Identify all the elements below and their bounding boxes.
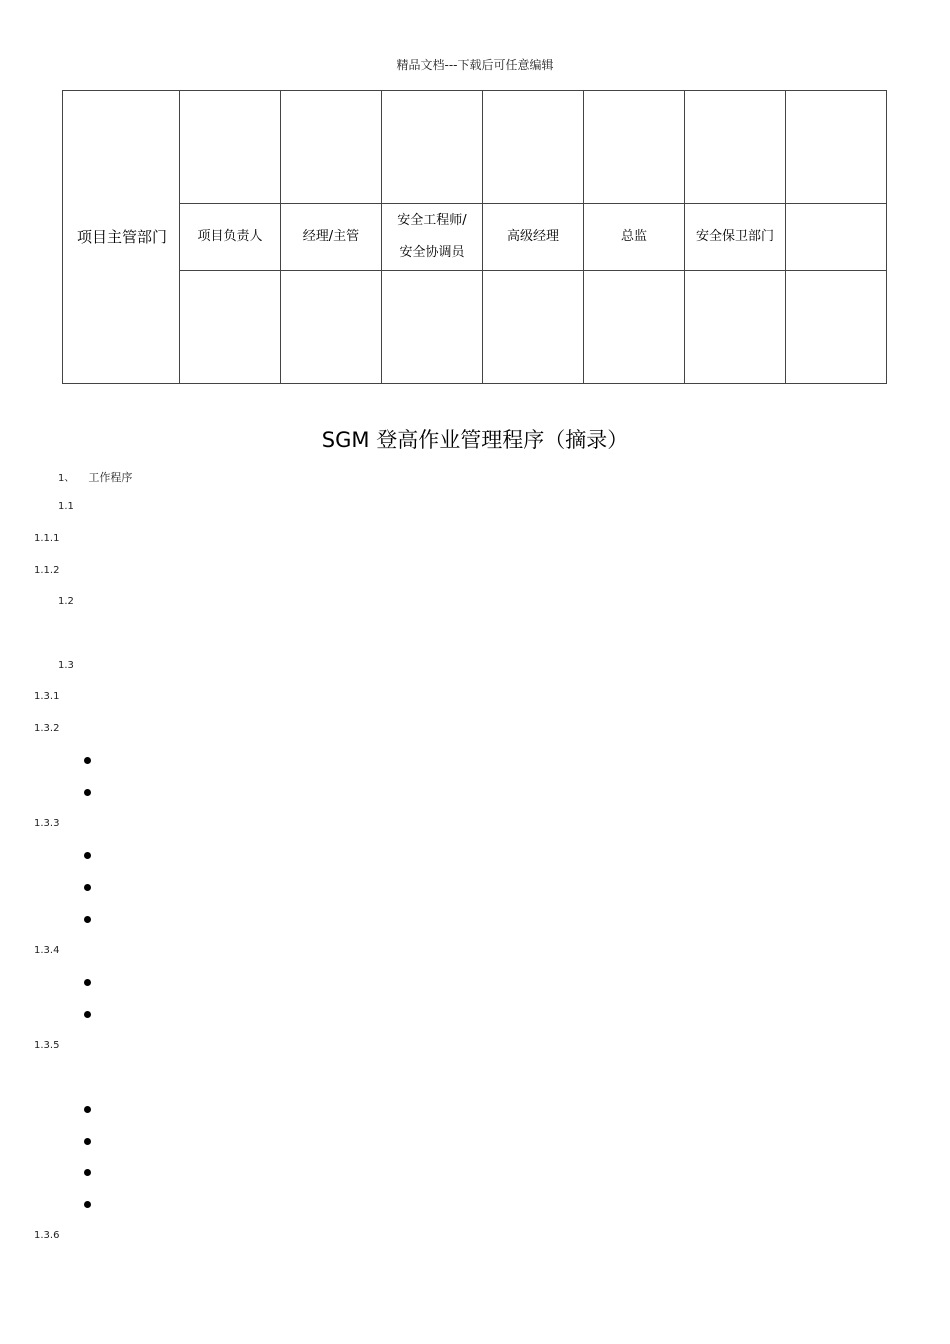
table-cell (685, 91, 786, 204)
bullet-icon (84, 1011, 91, 1018)
clause-number: 1.1.2 (34, 565, 60, 576)
table-cell (180, 91, 281, 204)
clause-number: 1.1.1 (34, 533, 60, 544)
clause-number: 1.3.1 (34, 691, 60, 702)
section-heading (58, 469, 132, 485)
bullet-icon (84, 979, 91, 986)
table-cell (685, 271, 786, 384)
role-cell (786, 204, 887, 271)
table-cell (786, 91, 887, 204)
approval-table (62, 90, 887, 384)
table-row (63, 91, 887, 204)
table-row (63, 204, 887, 271)
table-row (63, 271, 887, 384)
clause-number: 1.3 (58, 660, 74, 671)
role-line: 安全工程师/ (397, 213, 467, 228)
role-cell: 高级经理 (483, 204, 584, 271)
table-cell (281, 271, 382, 384)
doc-title: SGM 登高作业管理程序（摘录） (321, 428, 629, 452)
table-cell (584, 271, 685, 384)
bullet-icon (84, 1106, 91, 1113)
bullet-icon (84, 1138, 91, 1145)
clause-number: 1.2 (58, 596, 74, 607)
table-cell (584, 91, 685, 204)
role-cell: 总监 (584, 204, 685, 271)
table-cell (382, 91, 483, 204)
bullet-icon (84, 884, 91, 891)
clause-number: 1.3.6 (34, 1230, 60, 1241)
bullet-icon (84, 1201, 91, 1208)
bullet-icon (84, 916, 91, 923)
section-text: 工作程序 (88, 471, 133, 484)
role-cell: 安全保卫部门 (685, 204, 786, 271)
dept-label: 项目主管部门 (76, 228, 167, 246)
bullet-icon (84, 757, 91, 764)
dept-cell (63, 91, 180, 384)
role-cell: 经理/主管 (281, 204, 382, 271)
section-number: 1、 (58, 473, 75, 484)
table-cell (180, 271, 281, 384)
clause-number: 1.3.4 (34, 945, 60, 956)
bullet-icon (84, 789, 91, 796)
role-cell: 项目负责人 (180, 204, 281, 271)
table-cell (281, 91, 382, 204)
clause-number: 1.1 (58, 501, 74, 512)
table-cell (786, 271, 887, 384)
role-line: 安全协调员 (399, 245, 465, 260)
clause-number: 1.3.3 (34, 818, 60, 829)
table-cell (483, 271, 584, 384)
bullet-icon (84, 1169, 91, 1176)
table-cell (382, 271, 483, 384)
role-cell (382, 204, 483, 271)
page-header: 精品文档---下载后可任意编辑 (396, 58, 554, 72)
table-cell (483, 91, 584, 204)
clause-number: 1.3.5 (34, 1040, 60, 1051)
clause-number: 1.3.2 (34, 723, 60, 734)
bullet-icon (84, 852, 91, 859)
